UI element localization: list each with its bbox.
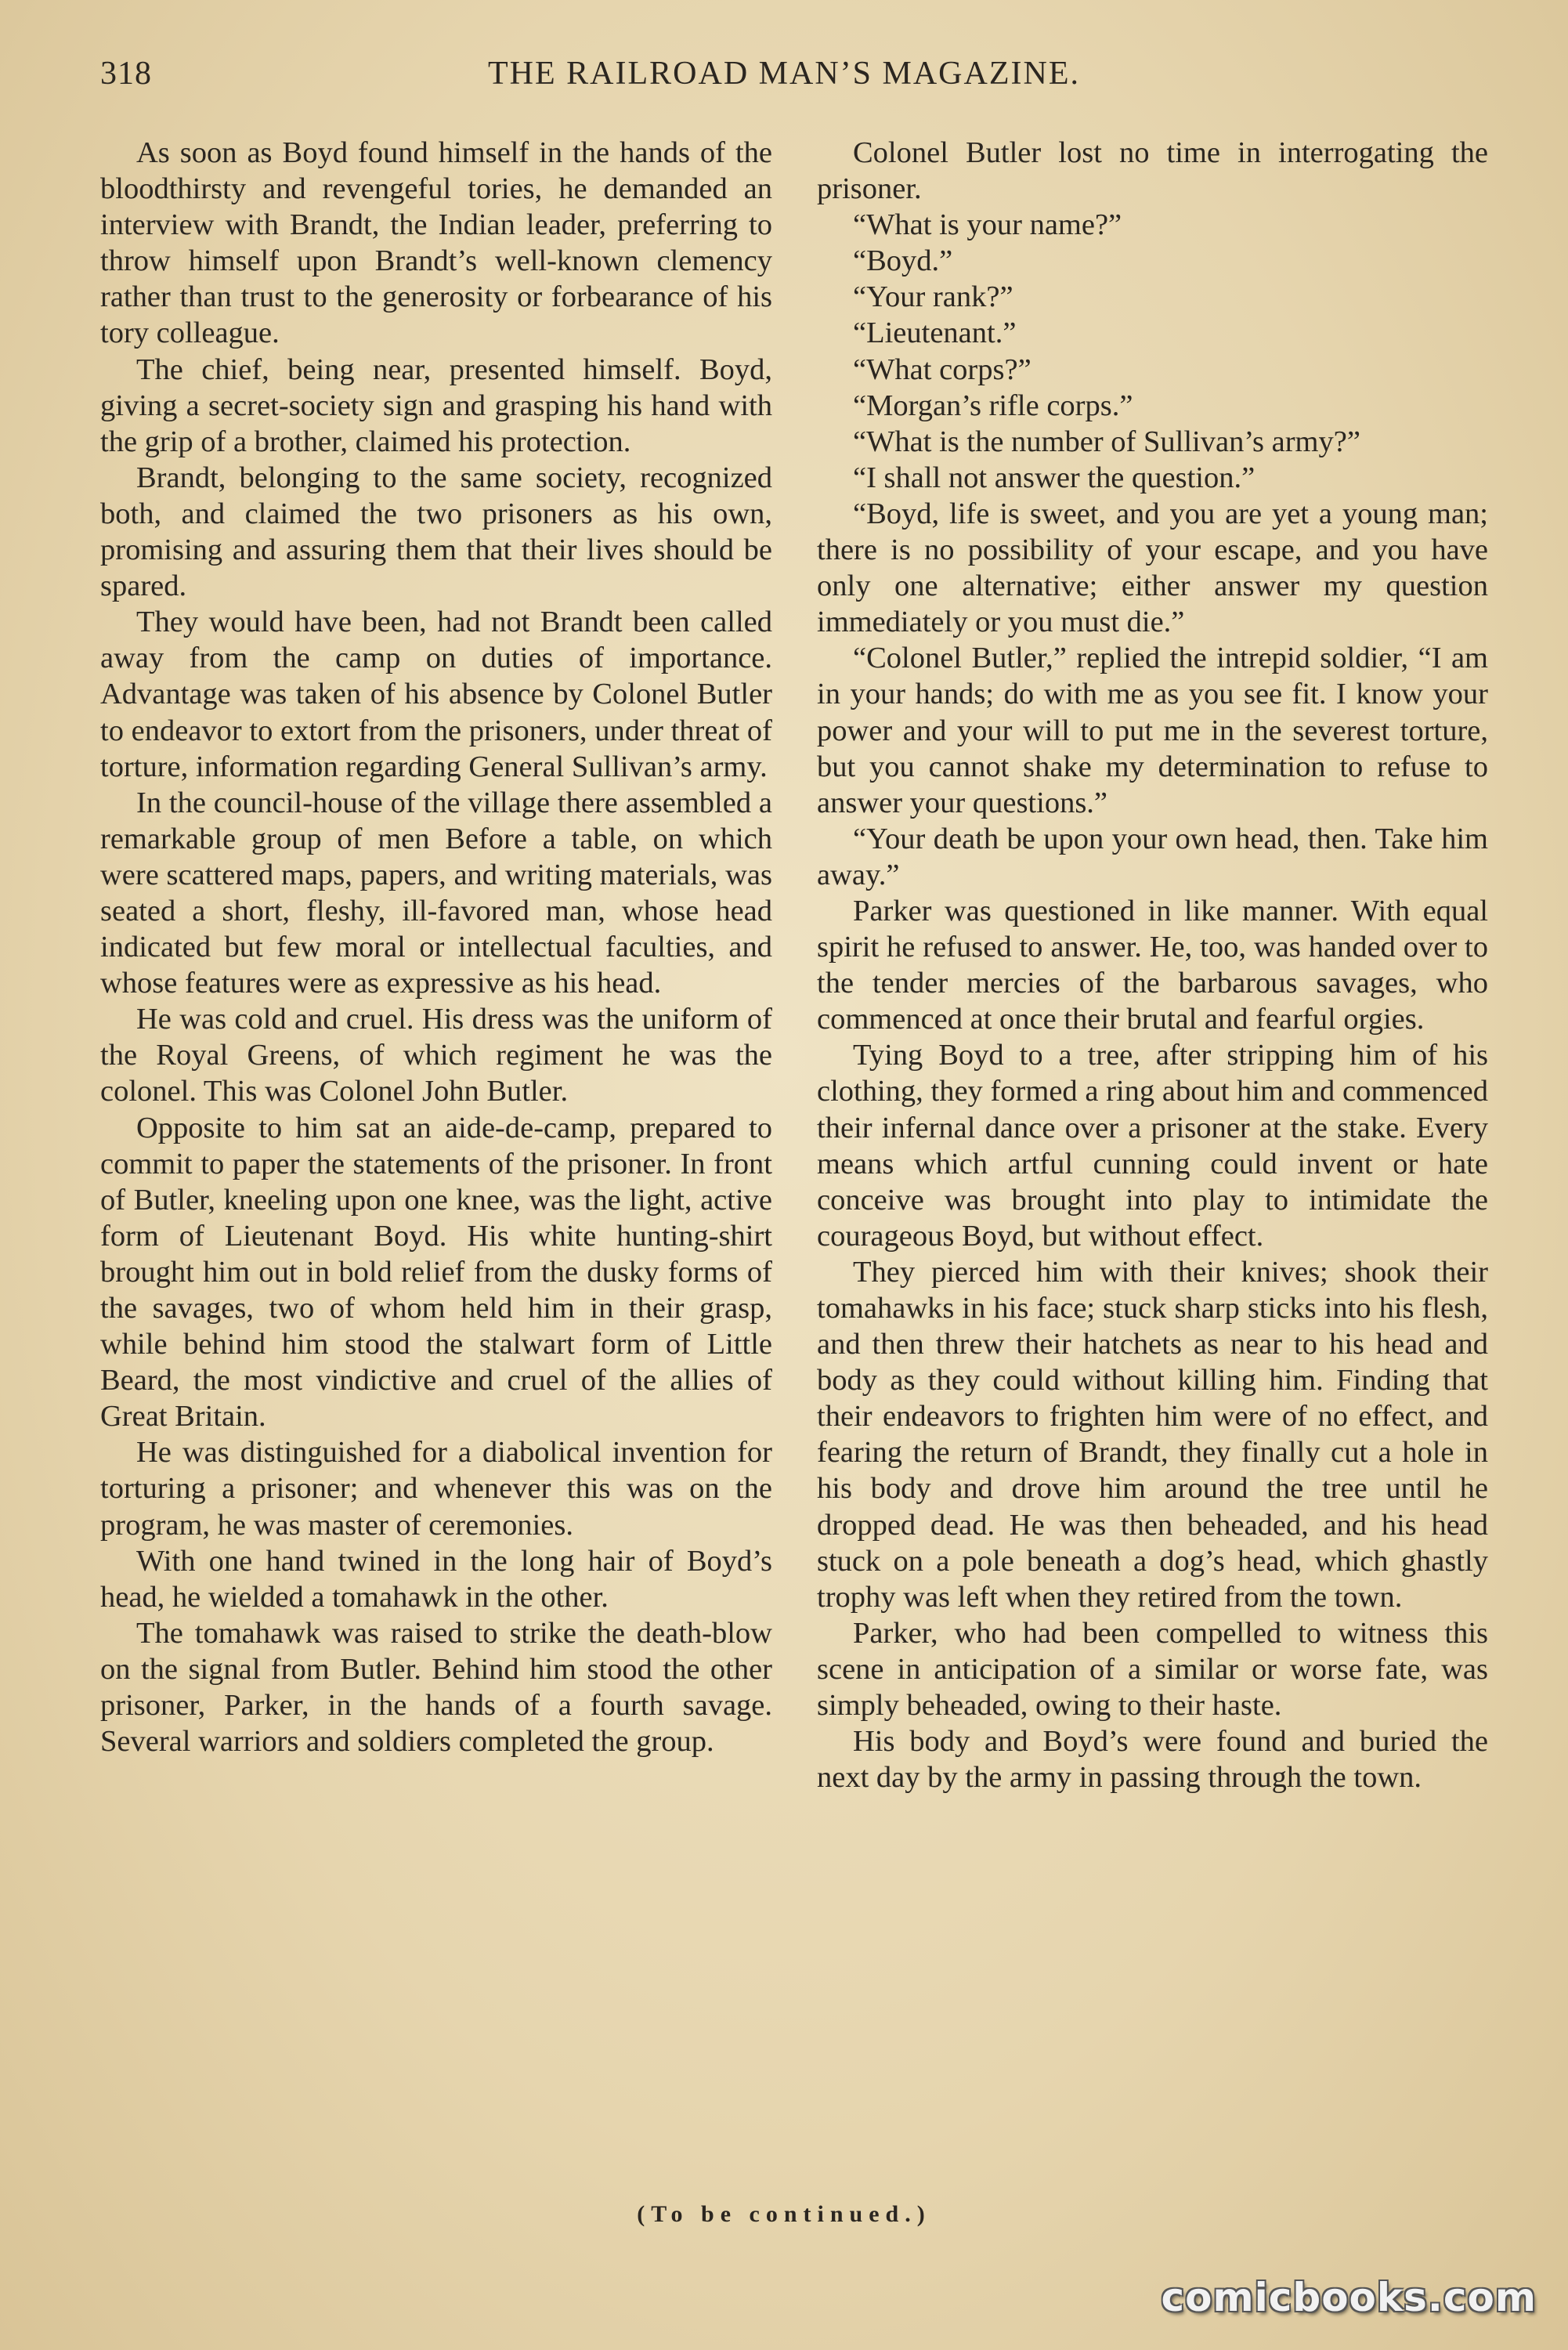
paragraph: As soon as Boyd found himself in the hands of the bloodthirsty and revengeful tories, he demanded an interview with Brandt, the Indian leader, preferring to throw himself upon Brandt’s well-known clemency rather than trust to the generosity or forbearance of his tory colleague. <box>100 136 772 350</box>
dialogue-line: “Your rank?” <box>853 280 1013 314</box>
running-head: THE RAILROAD MAN’S MAGAZINE. <box>488 56 1080 92</box>
paragraph: They would have been, had not Brandt been called away from the camp on duties of importance. Advantage was taken of his absence by Colonel Butler to endeavor to extort from the prisoners, under threat of torture, information regarding General Sullivan’s army. <box>100 606 772 783</box>
paragraph: His body and Boyd’s were found and buried the next day by the army in passing through the town. <box>817 1725 1488 1795</box>
dialogue-line: “Your death be upon your own head, then. Take him away.” <box>817 822 1488 891</box>
dialogue-line: “Boyd, life is sweet, and you are yet a young man; there is no possibility of your escape, and you have only one alternative; either answer my question immediately or you must die.” <box>817 497 1488 639</box>
paragraph: He was cold and cruel. His dress was the uniform of the Royal Greens, of which regiment he was the colonel. This was Colonel John Butler. <box>100 1003 772 1108</box>
paragraph: Parker was questioned in like manner. With equal spirit he refused to answer. He, too, was handed over to the tender mercies of the barbarous savages, who commenced at once their brutal and fearful orgies. <box>817 894 1488 1036</box>
watermark-logo: comicbooks.com <box>1161 2275 1537 2320</box>
paragraph: With one hand twined in the long hair of Boyd’s head, he wielded a tomahawk in the other. <box>100 1544 772 1614</box>
page-number: 318 <box>100 56 152 92</box>
dialogue-line: “What corps?” <box>853 352 1031 386</box>
paragraph: Brandt, belonging to the same society, recognized both, and claimed the two prisoners as his own, promising and assuring them that their lives should be spared. <box>100 461 772 603</box>
dialogue-line: “What is the number of Sullivan’s army?” <box>853 425 1360 458</box>
paragraph: The chief, being near, presented himself. Boyd, giving a secret-society sign and grasping his hand with the grip of a brother, claimed his protection. <box>100 352 772 458</box>
left-column <box>100 135 772 1759</box>
dialogue-line: “Colonel Butler,” replied the intrepid soldier, “I am in your hands; do with me as you see fit. I know your power and your will to put me in the severest torture, but you cannot shake my determination to refuse to answer your questions.” <box>817 642 1488 819</box>
dialogue-line: “Morgan’s rifle corps.” <box>853 389 1133 422</box>
dialogue-line: “What is your name?” <box>853 208 1122 242</box>
right-column <box>817 135 1488 1795</box>
dialogue-line: “Lieutenant.” <box>853 316 1017 350</box>
paragraph: Parker, who had been compelled to witness this scene in anticipation of a similar or worse fate, was simply beheaded, owing to their haste. <box>817 1616 1488 1723</box>
to-be-continued-note: (To be continued.) <box>637 2201 931 2227</box>
dialogue-line: “Boyd.” <box>853 244 953 278</box>
paragraph: In the council-house of the village there assembled a remarkable group of men Before a table, on which were scattered maps, papers, and writing materials, was seated a short, fleshy, ill-favored man, whose head indicated but few moral or intellectual faculties, and whose features were as expressive as his head. <box>100 786 772 1000</box>
paragraph: He was distinguished for a diabolical invention for torturing a prisoner; and whenever this was on the program, he was master of ceremonies. <box>100 1436 772 1542</box>
paragraph: The tomahawk was raised to strike the death-blow on the signal from Butler. Behind him stood the other prisoner, Parker, in the hands of a fourth savage. Several warriors and soldiers completed the group. <box>100 1616 772 1759</box>
paragraph: Colonel Butler lost no time in interrogating the prisoner. <box>817 136 1488 206</box>
paragraph: Opposite to him sat an aide-de-camp, prepared to commit to paper the statements of the prisoner. In front of Butler, kneeling upon one knee, was the light, active form of Lieutenant Boyd. His white hunting-shirt brought him out in bold relief from the dusky forms of the savages, two of whom held him in their grasp, while behind him stood the stalwart form of Little Beard, the most vindictive and cruel of the allies of Great Britain. <box>100 1111 772 1434</box>
paragraph: They pierced him with their knives; shook their tomahawks in his face; stuck sharp sticks into his flesh, and then threw their hatchets as near to his head and body as they could without killing him. Finding that their endeavors to frighten him were of no effect, and fearing the return of Brandt, they finally cut a hole in his body and drove him around the tree until he dropped dead. He was then beheaded, and his head stuck on a pole beneath a dog’s head, which ghastly trophy was left when they retired from the town. <box>817 1255 1488 1614</box>
dialogue-line: “I shall not answer the question.” <box>853 461 1255 494</box>
paragraph: Tying Boyd to a tree, after stripping him of his clothing, they formed a ring about him and commenced their infernal dance over a prisoner at the stake. Every means which artful cunning could invent or hate conceive was brought into play to intimidate the courageous Boyd, but without effect. <box>817 1039 1488 1253</box>
